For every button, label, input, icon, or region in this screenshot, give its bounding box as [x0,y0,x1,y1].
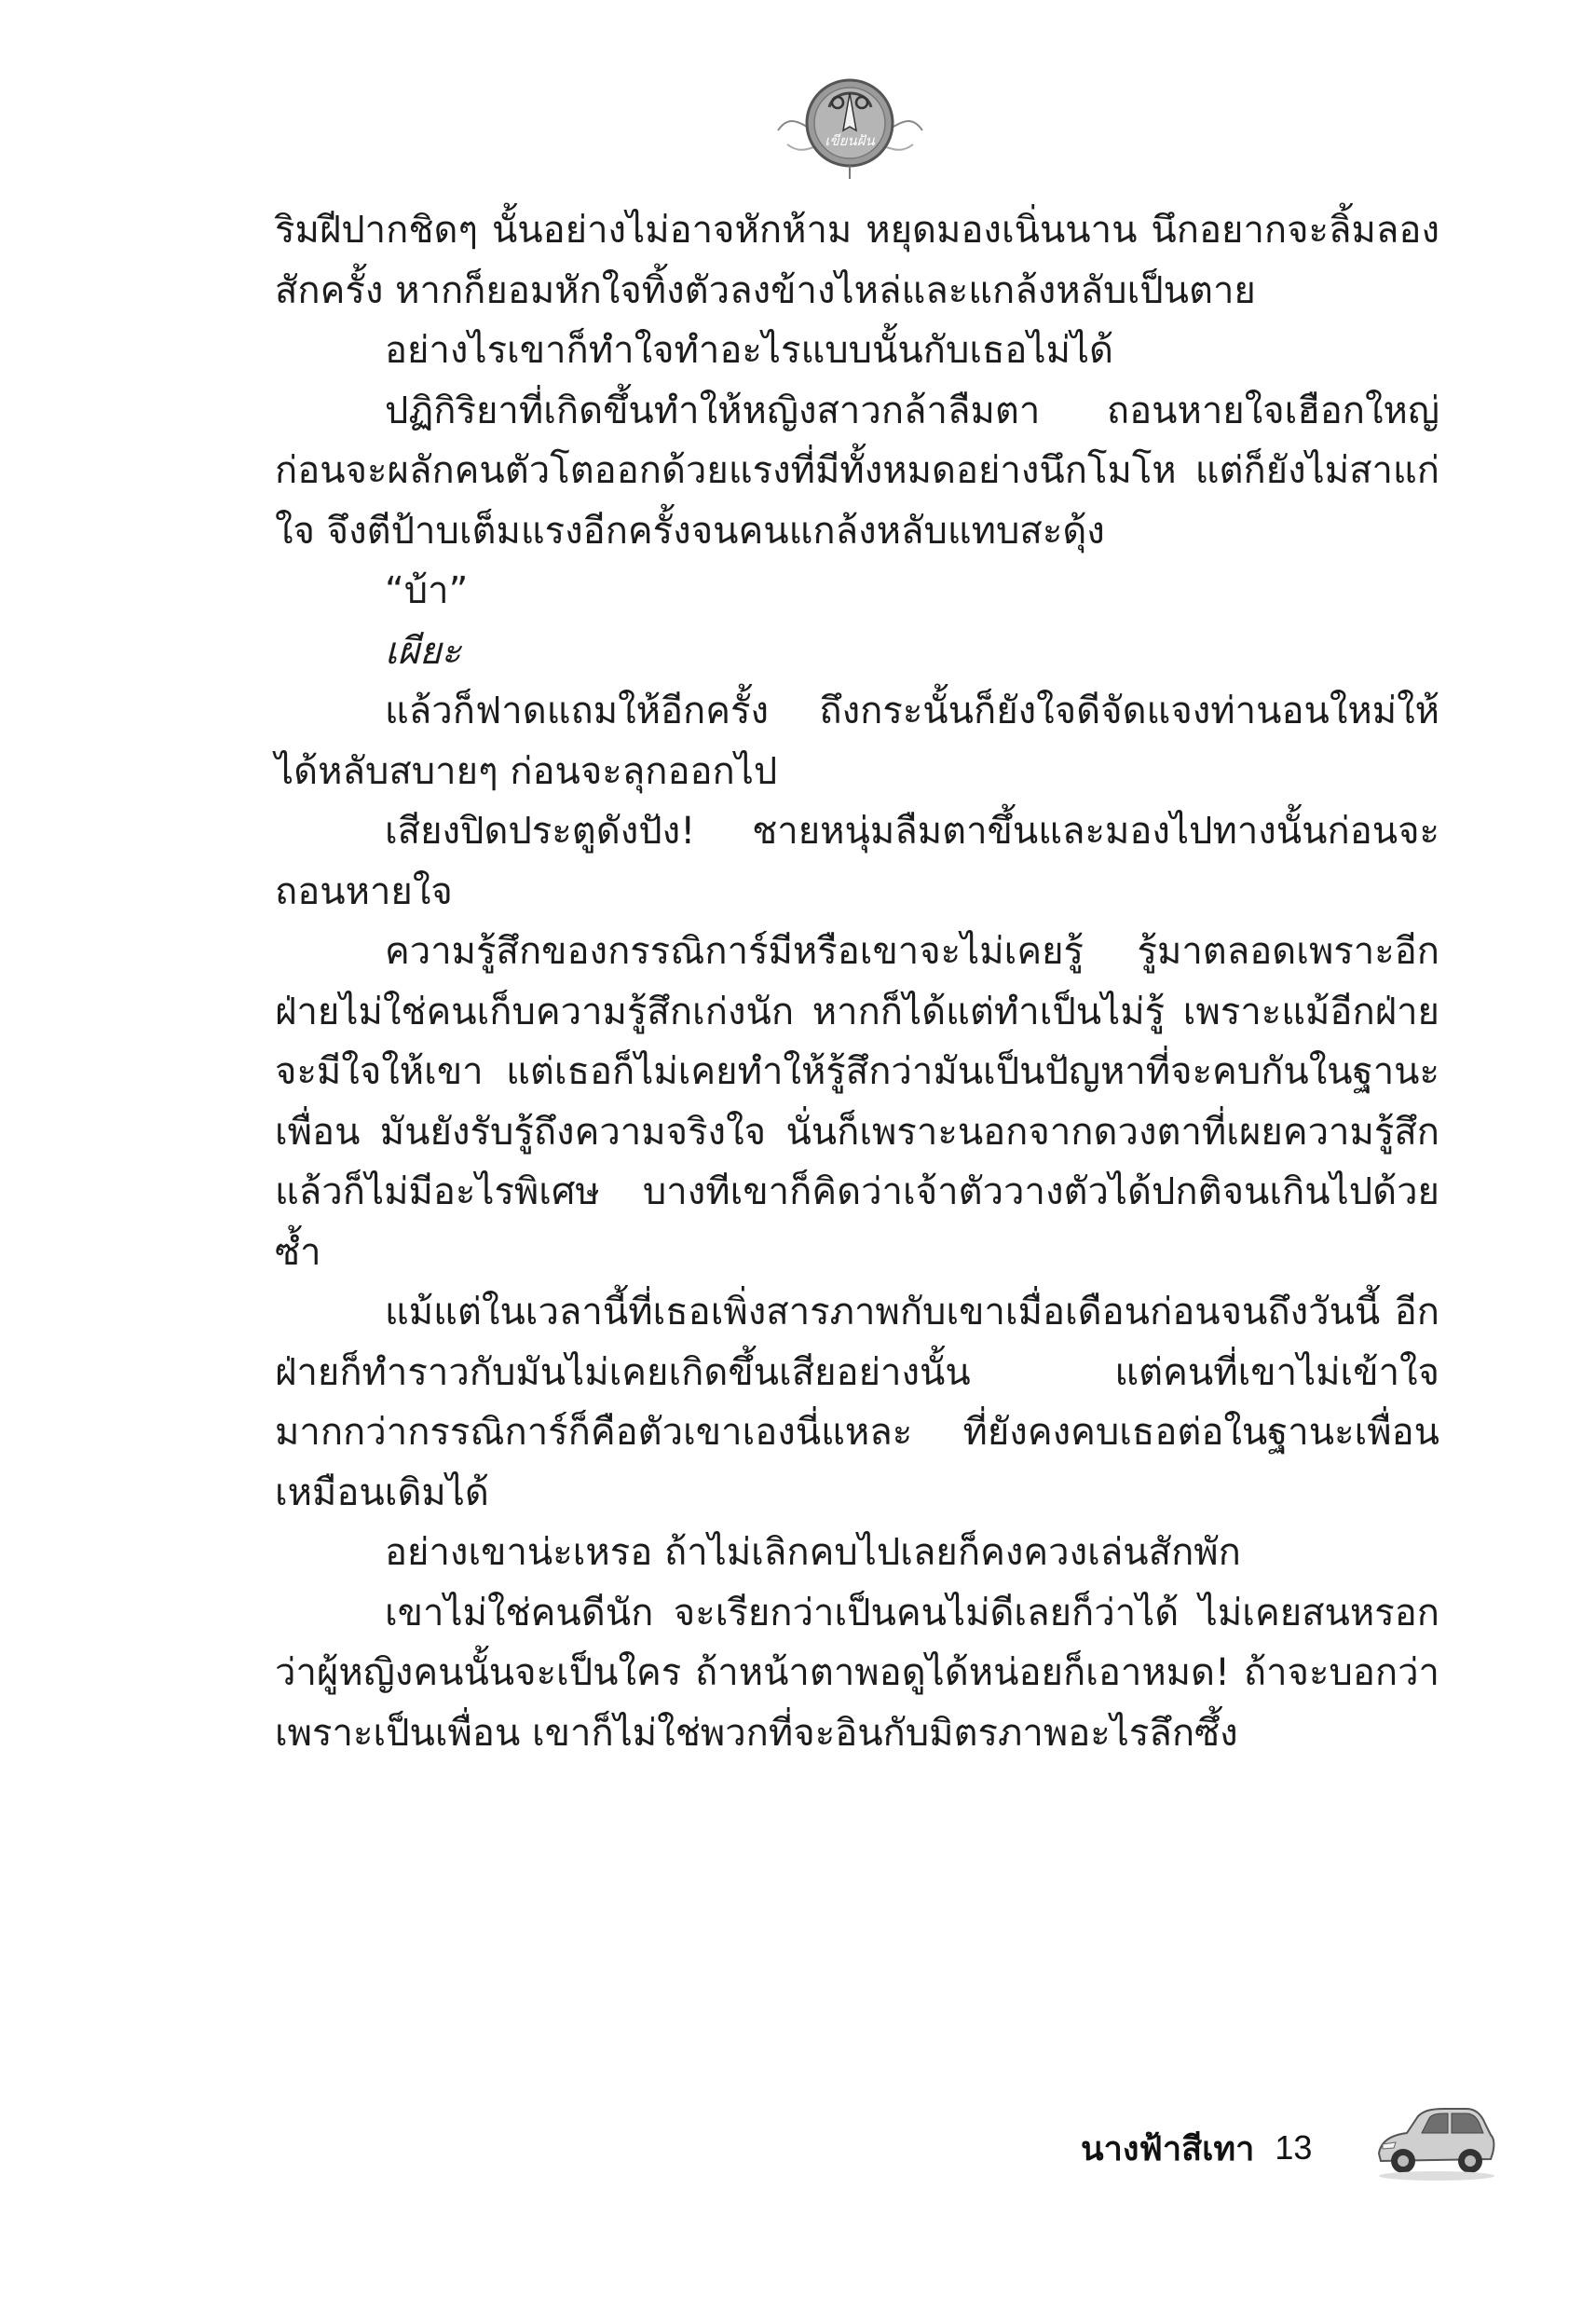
footer [1081,2101,1312,2195]
body-text [275,200,1439,1763]
paragraph: แล้วก็ฟาดแถมให้อีกครั้ง ถึงกระนั้นก็ยังใจดีจัดแจงท่านอนใหม่ให้ได้หลับสบายๆ ก่อนจะลุกออกไป [275,690,1439,793]
paragraph: เสียงปิดประตูดังปัง! ชายหนุ่มลืมตาขึ้นและมองไปทางนั้นก่อนจะถอนหายใจ [275,810,1439,913]
paragraph: ริมฝีปากชิดๆ นั้นอย่างไม่อาจหักห้าม หยุดมองเนิ่นนาน นึกอยากจะลิ้มลองสักครั้ง หากก็ยอมหักใจทิ้งตัวลงข้างไหล่และแกล้งหลับเป็นตาย [275,209,1439,312]
paragraph: เผียะ [385,629,462,673]
emblem-text: เขียนฝัน [825,132,875,149]
paragraph: ปฏิกิริยาที่เกิดขึ้นทำให้หญิงสาวกล้าลืมตา ถอนหายใจเฮือกใหญ่ก่อนจะผลักคนตัวโตออกด้วยแรงที่มีทั้งหมดอย่างนึกโมโห แต่ก็ยังไม่สาแก่ใจ จึงตีป้าบเต็มแรงอีกครั้งจนคนแกล้งหลับแทบสะดุ้ง [275,389,1439,553]
paragraph: เขาไม่ใช่คนดีนัก จะเรียกว่าเป็นคนไม่ดีเลยก็ว่าได้ ไม่เคยสนหรอกว่าผู้หญิงคนนั้นจะเป็นใคร ถ้าหน้าตาพอดูได้หน่อยก็เอาหมด! ถ้าจะบอกว่าเพราะเป็นเพื่อน เขาก็ไม่ใช่พวกที่จะอินกับมิตรภาพอะไรลึกซึ้ง [275,1591,1439,1755]
paragraph: ความรู้สึกของกรรณิการ์มีหรือเขาจะไม่เคยรู้ รู้มาตลอดเพราะอีกฝ่ายไม่ใช่คนเก็บความรู้สึกเก่งนัก หากก็ได้แต่ทำเป็นไม่รู้ เพราะแม้อีกฝ่ายจะมีใจให้เขา แต่เธอก็ไม่เคยทำให้รู้สึกว่ามันเป็นปัญหาที่จะคบกันในฐานะเพื่อน มันยังรับรู้ถึงความจริงใจ นั่นก็เพราะนอกจากดวงตาที่เผยความรู้สึกแล้วก็ไม่มีอะไรพิเศษ บางทีเขาก็คิดว่าเจ้าตัววางตัวได้ปกติจนเกินไปด้วยซ้ำ [275,930,1439,1274]
paragraph: อย่างเขาน่ะเหรอ ถ้าไม่เลิกคบไปเลยก็คงควงเล่นสักพัก [385,1531,1241,1574]
book-title: นางฟ้าสีเทา [1081,2129,1255,2168]
paragraph: แม้แต่ในเวลานี้ที่เธอเพิ่งสารภาพกับเขาเมื่อเดือนก่อนจนถึงวันนี้ อีกฝ่ายก็ทำราวกับมันไม่เคยเกิดขึ้นเสียอย่างนั้น แต่คนที่เขาไม่เข้าใจมากกว่ากรรณิการ์ก็คือตัวเขาเองนี่แหละ ที่ยังคงคบเธอต่อในฐานะเพื่อนเหมือนเดิมได้ [275,1291,1439,1514]
car-icon [1370,2092,1500,2185]
paragraph: “บ้า” [385,569,469,612]
page-number: 13 [1275,2128,1313,2167]
paragraph: อย่างไรเขาก็ทำใจทำอะไรแบบนั้นกับเธอไม่ได้ [385,329,1114,372]
ornamental-emblem-icon [759,65,941,186]
